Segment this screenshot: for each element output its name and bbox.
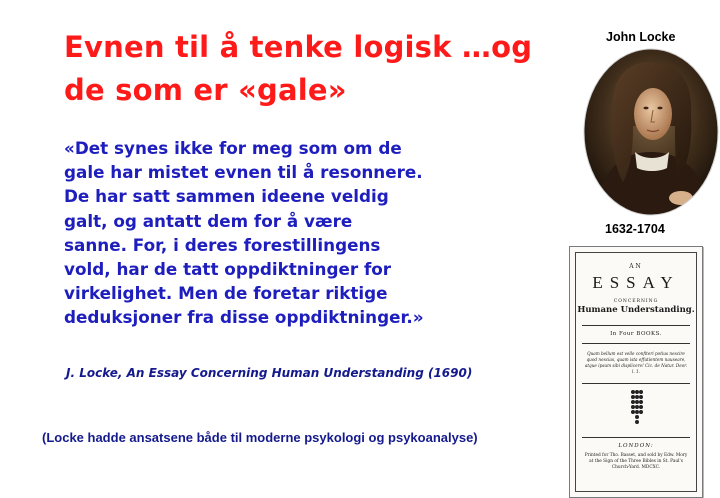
book-london-label: LONDON: [618, 443, 654, 449]
portrait-years-caption: 1632-1704 [605, 222, 665, 236]
divider [582, 325, 690, 326]
book-essay-heading: ESSAY [592, 273, 680, 292]
quote-line: galt, og antatt dem for å være [64, 210, 353, 231]
john-locke-portrait [583, 48, 719, 216]
book-subtitle: Humane Understanding. [577, 305, 695, 315]
quote-line: «Det synes ikke for meg som om de [64, 138, 402, 158]
book-concerning-label: CONCERNING [613, 299, 659, 304]
printers-ornament-icon [630, 389, 644, 427]
footnote: (Locke hadde ansatsene både til moderne psykologi og psykoanalyse) [42, 430, 478, 445]
quote-line: gale har mistet evnen til å resonnere. [64, 162, 423, 183]
book-latin-epigraph: Quam bellum est velle confiteri potius nescire quod nescias, quam ista effutientem nauseare, atque ipsum sibi displicere! Cic. de Natur. Deor. l. 1. [584, 351, 688, 374]
portrait-name-caption: John Locke [606, 30, 676, 44]
essay-title-page [569, 246, 703, 498]
quote-line: deduksjoner fra disse oppdiktninger.» [64, 307, 424, 328]
divider [582, 383, 690, 384]
quote-citation: J. Locke, An Essay Concerning Human Understanding (1690) [66, 366, 473, 380]
book-an-label: AN [629, 263, 643, 270]
slide-title [64, 26, 584, 112]
divider [582, 343, 690, 344]
slide-title-line-1: Evnen til å tenke logisk …og [64, 30, 533, 64]
locke-quote [64, 136, 504, 330]
book-imprint: Printed for Tho. Basset, and sold by Edw. Mory at the Sign of the Three Bibles in St. Paul's Church-Yard. MDCXC. [584, 453, 688, 470]
title-page-border [575, 252, 697, 492]
slide-title-line-2: de som er «gale» [64, 73, 347, 107]
quote-line: sanne. For, i deres forestillingens [64, 234, 381, 255]
divider [582, 437, 690, 438]
quote-line: vold, har de tatt oppdiktninger for [64, 259, 392, 280]
book-four-books: In Four BOOKS. [610, 331, 662, 337]
quote-line: De har satt sammen ideene veldig [64, 186, 389, 207]
quote-line: virkelighet. Men de foretar riktige [64, 283, 388, 304]
